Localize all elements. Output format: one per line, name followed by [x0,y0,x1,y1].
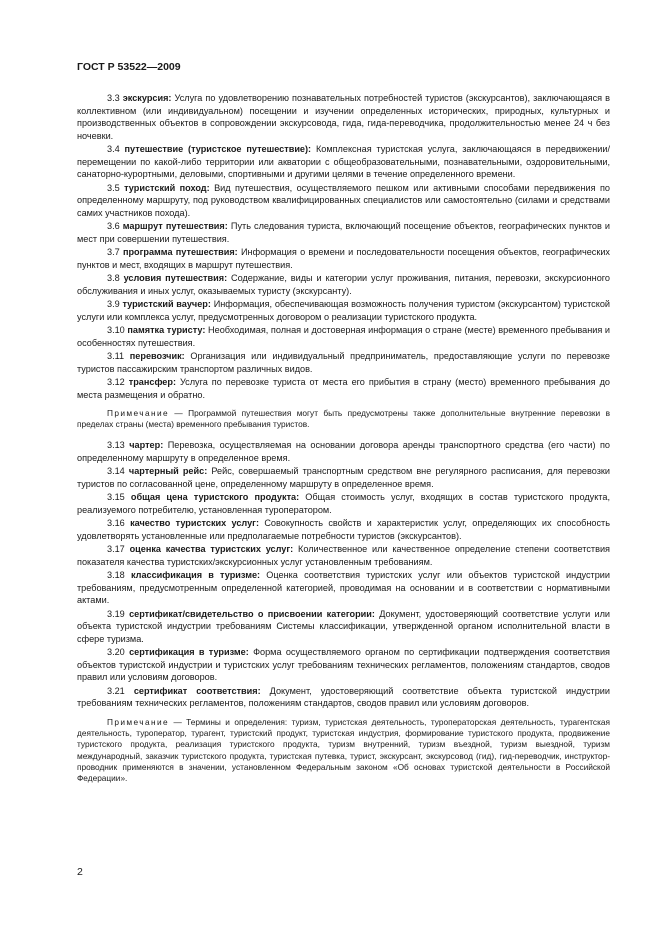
definition-paragraph [77,350,610,375]
definition-paragraph [77,646,610,684]
definition-number: 3.7 [107,247,120,257]
note-label: Примечание [107,408,170,418]
definition-paragraph [77,92,610,142]
definition-number: 3.18 [107,570,125,581]
definition-term: сертификация в туризме: [129,647,249,658]
definition-paragraph [77,569,610,607]
definition-text: Совокупность свойств и характеристик услуг, определяющих их способность удовлетворять установленные или предполагаемые потребности туристов (экскурсантов). [77,518,610,541]
definition-paragraph [77,439,610,464]
definition-term: условия путешествия: [123,273,228,283]
definition-term: общая цена туристского продукта: [130,492,300,503]
definition-paragraph [77,246,610,271]
note-text: — Программой путешествия могут быть предусмотрены также дополнительные внутренние перевозки в пределах страны (места) временного пребывания туристов. [77,408,610,430]
definition-text: Организация или индивидуальный предприниматель, предоставляющие услуги по перевозке туристов пассажирским транспортом различных видов. [77,351,610,374]
definition-term: классификация в туризме: [130,570,261,581]
definition-number: 3.6 [107,221,120,231]
definition-paragraph [77,376,610,401]
definition-text: Рейс, совершаемый транспортным средством вне регулярного расписания, для перевозки туристов по согласованной цене, определенному маршруту в определенное время. [77,466,610,489]
definition-term: чартер: [129,440,164,451]
definition-paragraph [77,465,610,490]
definition-number: 3.19 [107,608,125,619]
definition-term: памятка туристу: [127,325,206,335]
definition-paragraph [77,272,610,297]
definition-paragraph [77,608,610,646]
definition-text: Услуга по удовлетворению познавательных потребностей туристов (экскурсантов), заключающаяся в коллективном (или индивидуальном) посещении и изучении определенных исторических, природных, культурных и производственных объектов в сопровождении экскурсовода, гида, гида-переводчика, продолжительностью менее 24 ч без ночевки. [77,93,610,141]
page-number: 2 [77,866,83,878]
definition-text: Общая стоимость услуг, входящих в состав туристского продукта, реализуемого потребителю, установленная туроператором. [77,492,610,515]
definition-number: 3.4 [107,144,120,154]
definition-number: 3.17 [107,544,125,555]
definition-text: Путь следования туриста, включающий посещение объектов, географических пунктов и мест при совершении путешествия. [77,221,610,244]
definition-paragraph [77,182,610,220]
definition-term: сертификат/свидетельство о присвоении категории: [129,608,375,619]
document-body [77,92,610,793]
definition-term: программа путешествия: [122,247,238,257]
definition-text: Комплексная туристская услуга, заключающаяся в передвижении/перемещении по какой-либо территории или акватории с общеобразовательными, познавательными, оздоровительными, санаторно-курортными, деловыми, спортивными и другими целями в течение определенного времени. [77,144,610,179]
definition-number: 3.12 [107,377,125,387]
note-1 [77,408,610,430]
definition-term: качество туристских услуг: [130,518,260,529]
definition-number: 3.13 [107,440,125,451]
note-text: — Термины и определения: туризм, туристская деятельность, туроператорская деятельность, турагентская деятельность, туроператор, турагент, туристский продукт, туристская индустрия, формирование туристского продукта, продвижение туристского продукта, реализация туристского продукта, туризм внутренний, туризм въездной, туризм выездной, туризм международный, заказчик туристского продукта, туристская путевка, турист, экскурсант, экскурсовод (гид), гид-переводчик, инструктор-проводник применяются в значении, установленном Федеральным законом «Об основах туристской деятельности в Российской Федерации». [77,716,610,783]
definition-text: Необходимая, полная и достоверная информация о стране (месте) временного пребывания и особенностях путешествия. [77,325,610,348]
definition-term: туристский ваучер: [122,299,211,309]
definition-term: чартерный рейс: [128,466,208,477]
definition-text: Документ, удостоверяющий соответствие услуги или объекта туристской индустрии требованиям Системы классификации, утвержденной органом исполнительной власти в сфере туризма. [77,608,611,644]
definition-paragraph [77,517,610,542]
definition-number: 3.15 [107,492,125,503]
definition-text: Вид путешествия, осуществляемого пешком или активными способами передвижения по определенному маршруту, под руководством квалифицированных специалистов или самостоятельно (силами и средствами самих участников похода). [77,182,610,218]
definition-term: оценка качества туристских услуг: [129,544,294,555]
definition-paragraph [77,543,610,568]
definitions-block-2 [77,439,610,710]
definition-number: 3.20 [107,647,125,658]
definition-paragraph [77,491,610,516]
definition-text: Информация о времени и последовательности посещения объектов, географических пунктов и мест, входящих в маршрут путешествия. [77,247,610,270]
definition-text: Услуга по перевозке туриста от места его прибытия в страну (место) временного пребывания до места размещения и обратно. [77,377,610,400]
definition-number: 3.5 [107,182,120,193]
definition-number: 3.8 [107,273,120,283]
definition-number: 3.16 [107,518,125,529]
definitions-block-1 [77,92,610,401]
definition-text: Информация, обеспечивающая возможность получения туристом (экскурсантом) туристской услуги или комплекса услуг, предусмотренных договором о реализации туристского продукта. [77,299,611,322]
definition-paragraph [77,220,610,245]
definition-term: туристский поход: [124,182,210,193]
note-2 [77,717,610,784]
definition-term: путешествие (туристское путешествие): [124,144,312,154]
definition-term: экскурсия: [122,93,172,103]
definition-paragraph [77,143,610,181]
definition-text: Количественное или качественное определение степени соответствия показателя качества туристских/экскурсионных услуг установленным требованиям. [77,544,610,567]
definition-number: 3.9 [107,299,120,309]
definition-number: 3.3 [107,93,120,103]
definition-number: 3.21 [107,685,125,696]
definition-text: Содержание, виды и категории услуг проживания, питания, перевозки, экскурсионного обслуживания и иных услуг, оказываемых туристу (экскурсанту). [77,273,610,296]
definition-text: Форма осуществляемого органом по сертификации подтверждения соответствия объектов туристской индустрии и туристских услуг требованиям технических регламентов, положениям стандартов, сводов правил или условиям договоров. [77,647,610,683]
definition-paragraph [77,324,610,349]
definition-term: сертификат соответствия: [133,685,261,696]
note-label: Примечание [107,716,170,727]
definition-term: маршрут путешествия: [122,221,228,231]
definition-paragraph [77,685,610,710]
definition-paragraph [77,298,610,323]
definition-text: Документ, удостоверяющий соответствие объекта туристской индустрии требованиям технических регламентов, положениям стандартов, сводов правил или условиям договоров. [77,685,610,709]
definition-term: перевозчик: [129,351,185,361]
definition-number: 3.10 [107,325,125,335]
definition-number: 3.11 [107,351,125,361]
definition-text: Оценка соответствия туристских услуг или объектов туристской индустрии требованиям, предусмотренным определенной категорией, проводимая на основании и в соответствии с нормативными актами. [77,570,610,606]
definition-number: 3.14 [107,466,125,477]
document-header: ГОСТ Р 53522—2009 [77,61,181,73]
definition-text: Перевозка, осуществляемая на основании договора аренды транспортного средства (его части) по определенному маршруту в определенное время. [77,440,611,463]
definition-term: трансфер: [128,377,176,387]
